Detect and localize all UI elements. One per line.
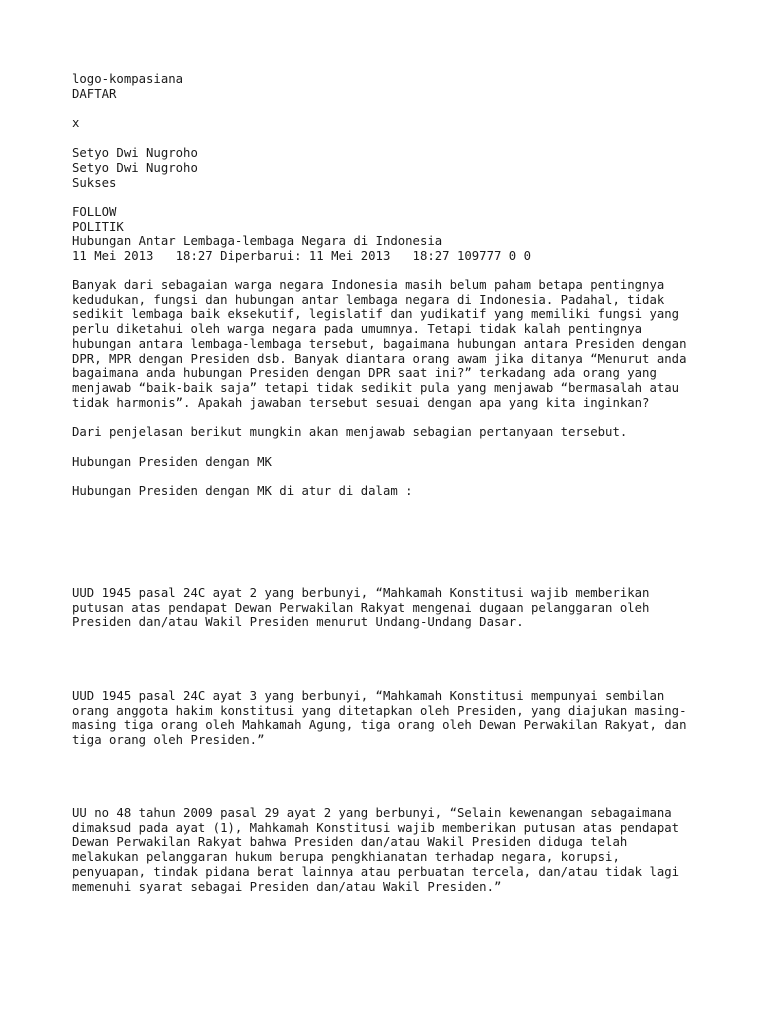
article-paragraph: UUD 1945 pasal 24C ayat 2 yang berbunyi, “Mahkamah Konstitusi wajib memberikan putusan atas pendapat Dewan Perwakilan Rakyat mengenai dugaan pelanggaran oleh Presiden dan/atau Wakil Presiden menurut Undang-Undang Dasar. (72, 586, 650, 630)
daftar-link[interactable]: DAFTAR (72, 87, 117, 101)
close-button[interactable]: x (72, 116, 80, 130)
author-tagline: Sukses (72, 176, 117, 190)
article-paragraph: UUD 1945 pasal 24C ayat 3 yang berbunyi, “Mahkamah Konstitusi mempunyai sembilan orang anggota hakim konstitusi yang ditetapkan oleh Presiden, yang diajukan masing- masing tiga orang oleh Mahkamah Agung, tiga orang oleh Dewan Perwakilan Rakyat, dan tiga orang oleh Presiden.” (72, 689, 687, 748)
article-category[interactable]: POLITIK (72, 220, 124, 234)
author-name-secondary[interactable]: Setyo Dwi Nugroho (72, 161, 198, 175)
logo-kompasiana[interactable]: logo-kompasiana (72, 72, 184, 86)
article-paragraph: Hubungan Presiden dengan MK di atur di dalam : (72, 484, 413, 498)
section-heading: Hubungan Presiden dengan MK (72, 455, 272, 469)
article-paragraph: UU no 48 tahun 2009 pasal 29 ayat 2 yang berbunyi, “Selain kewenangan sebagaimana dimaksud pada ayat (1), Mahkamah Konstitusi wajib memberikan putusan atas pendapat Dewan Perwakilan Rakyat bahwa Presiden dan/atau Wakil Presiden diduga telah melakukan pelanggaran hukum berupa pengkhianatan terhadap negara, korupsi, penyuapan, tindak pidana berat lainnya atau perbuatan tercela, dan/atau tidak lagi memenuhi syarat sebagai Presiden dan/atau Wakil Presiden.” (72, 806, 680, 894)
article-title: Hubungan Antar Lembaga-lembaga Negara di Indonesia (72, 234, 443, 248)
author-name[interactable]: Setyo Dwi Nugroho (72, 146, 198, 160)
follow-button[interactable]: FOLLOW (72, 205, 117, 219)
article-meta: 11 Mei 2013 18:27 Diperbarui: 11 Mei 2013 18:27 109777 0 0 (72, 249, 532, 263)
article-paragraph: Banyak dari sebagaian warga negara Indonesia masih belum paham betapa pentingnya kedudukan, fungsi dan hubungan antar lembaga negara di Indonesia. Padahal, tidak sedikit lembaga baik eksekutif, legislatif dan yudikatif yang memiliki fungsi yang perlu diketahui oleh warga negara pada umumnya. Tetapi tidak kalah pentingnya hubungan antara lembaga-lembaga tersebut, bagaimana hubungan antara Presiden dengan DPR, MPR dengan Presiden dsb. Banyak diantara orang awam jika ditanya “Menurut anda bagaimana anda hubungan Presiden dengan DPR saat ini?” terkadang ada orang yang menjawab “baik-baik saja” tetapi tidak sedikit pula yang menjawab “bermasalah atau tidak harmonis”. Apakah jawaban tersebut sesuai dengan apa yang kita inginkan? (72, 278, 687, 410)
article-paragraph: Dari penjelasan berikut mungkin akan menjawab sebagian pertanyaan tersebut. (72, 425, 628, 439)
